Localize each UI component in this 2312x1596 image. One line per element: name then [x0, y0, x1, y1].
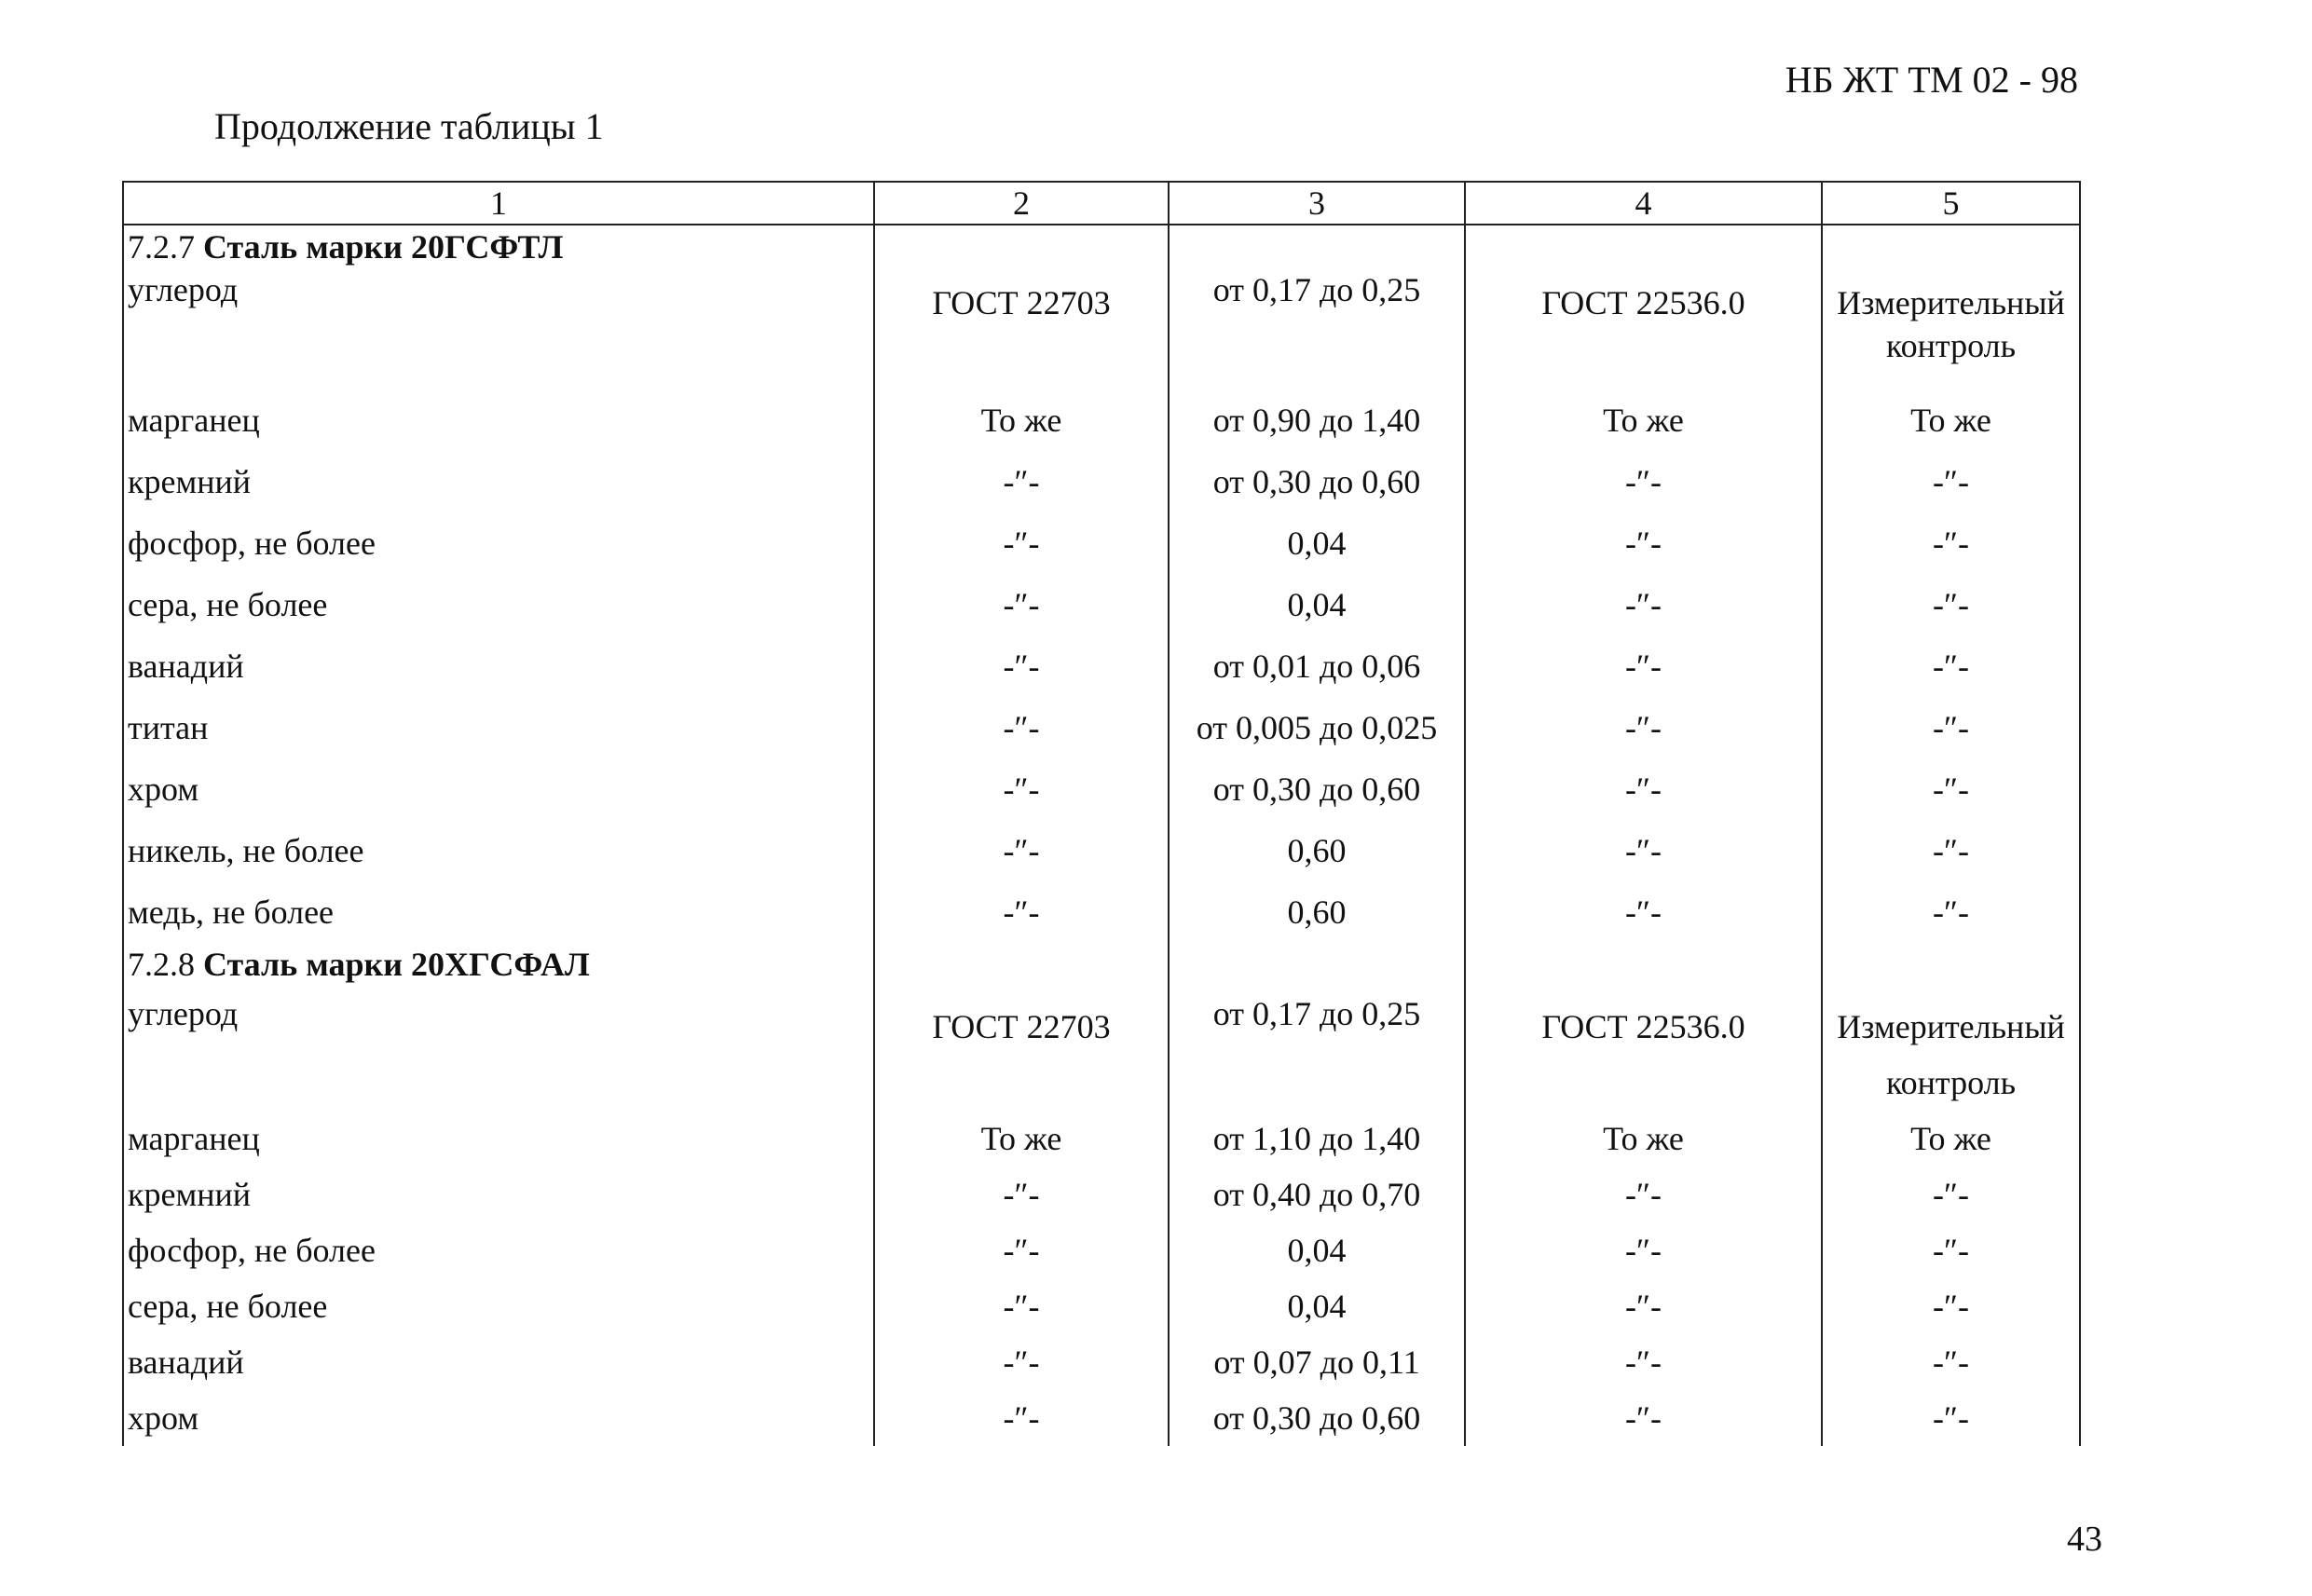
test-method-cell: -″- — [1465, 451, 1822, 512]
test-method-cell: -″- — [1465, 758, 1822, 820]
empty-cell — [1822, 943, 2080, 986]
test-method-cell: -″- — [1465, 512, 1822, 574]
mass-fraction-cell: от 0,30 до 0,60 — [1169, 451, 1465, 512]
table-row — [123, 1390, 2080, 1446]
element-name-cell: сера, не более — [123, 1278, 874, 1334]
element-name-cell: никель, не более — [123, 820, 874, 881]
table-row — [123, 881, 2080, 943]
control-type-cell: -″- — [1822, 574, 2080, 635]
element-name-cell: фосфор, не более — [123, 1222, 874, 1278]
sampling-standard-cell: -″- — [874, 758, 1169, 820]
control-type-cell: Измерительный контроль — [1822, 986, 2080, 1111]
empty-cell — [1465, 943, 1822, 986]
element-name-cell: титан — [123, 697, 874, 758]
test-method-cell: -″- — [1465, 635, 1822, 697]
sampling-standard-cell: -″- — [874, 1390, 1169, 1446]
test-method-cell: -″- — [1465, 881, 1822, 943]
element-name-cell: кремний — [123, 451, 874, 512]
column-header: 1 — [123, 182, 874, 225]
control-type-cell: -″- — [1822, 1334, 2080, 1390]
element-name-cell: медь, не более — [123, 881, 874, 943]
control-type-cell: -″- — [1822, 697, 2080, 758]
section-heading-row — [123, 225, 2080, 268]
element-name-cell: ванадий — [123, 1334, 874, 1390]
mass-fraction-cell: от 0,07 до 0,11 — [1169, 1334, 1465, 1390]
mass-fraction-cell: от 0,005 до 0,025 — [1169, 697, 1465, 758]
table-row — [123, 1334, 2080, 1390]
element-name-cell: кремний — [123, 1166, 874, 1222]
control-type-cell: -″- — [1822, 512, 2080, 574]
sampling-standard-cell: То же — [874, 389, 1169, 451]
sampling-standard-cell: ГОСТ 22703 — [874, 268, 1169, 389]
empty-cell — [1169, 943, 1465, 986]
element-name-cell: марганец — [123, 1111, 874, 1166]
sampling-standard-cell: -″- — [874, 574, 1169, 635]
control-type-cell: -″- — [1822, 635, 2080, 697]
mass-fraction-cell: 0,04 — [1169, 512, 1465, 574]
test-method-cell: ГОСТ 22536.0 — [1465, 268, 1822, 389]
table-row — [123, 1111, 2080, 1166]
column-header: 5 — [1822, 182, 2080, 225]
test-method-cell: -″- — [1465, 1334, 1822, 1390]
element-name-cell: марганец — [123, 389, 874, 451]
mass-fraction-cell: 0,60 — [1169, 820, 1465, 881]
section-number: 7.2.8 — [128, 946, 195, 983]
control-type-cell: -″- — [1822, 881, 2080, 943]
empty-cell — [1822, 225, 2080, 268]
column-header: 2 — [874, 182, 1169, 225]
sampling-standard-cell: -″- — [874, 1166, 1169, 1222]
test-method-cell: -″- — [1465, 1390, 1822, 1446]
table-row — [123, 986, 2080, 1111]
sampling-standard-cell: То же — [874, 1111, 1169, 1166]
test-method-cell: -″- — [1465, 1278, 1822, 1334]
column-header: 4 — [1465, 182, 1822, 225]
document-code: НБ ЖТ ТМ 02 - 98 — [1785, 59, 2078, 101]
column-number-row — [123, 182, 2080, 225]
mass-fraction-cell: 0,04 — [1169, 1222, 1465, 1278]
empty-cell — [1169, 225, 1465, 268]
section-heading — [123, 225, 874, 268]
control-type-cell: -″- — [1822, 1278, 2080, 1334]
control-type-cell: -″- — [1822, 758, 2080, 820]
sampling-standard-cell: -″- — [874, 881, 1169, 943]
control-type-cell: -″- — [1822, 451, 2080, 512]
column-header: 3 — [1169, 182, 1465, 225]
mass-fraction-cell: 0,60 — [1169, 881, 1465, 943]
test-method-cell: ГОСТ 22536.0 — [1465, 986, 1822, 1111]
table-continuation-caption: Продолжение таблицы 1 — [214, 105, 604, 147]
control-type-cell: -″- — [1822, 820, 2080, 881]
test-method-cell: -″- — [1465, 820, 1822, 881]
mass-fraction-cell: от 0,17 до 0,25 — [1169, 986, 1465, 1111]
table-row — [123, 451, 2080, 512]
test-method-cell: -″- — [1465, 1166, 1822, 1222]
sampling-standard-cell: -″- — [874, 1222, 1169, 1278]
specification-table — [122, 181, 2081, 1446]
control-type-cell: То же — [1822, 389, 2080, 451]
element-name-cell: сера, не более — [123, 574, 874, 635]
empty-cell — [874, 225, 1169, 268]
sampling-standard-cell: -″- — [874, 1278, 1169, 1334]
control-type-cell: -″- — [1822, 1390, 2080, 1446]
table-row — [123, 758, 2080, 820]
table-row — [123, 1278, 2080, 1334]
control-type-cell: Измерительный контроль — [1822, 268, 2080, 389]
test-method-cell: -″- — [1465, 697, 1822, 758]
control-type-cell: То же — [1822, 1111, 2080, 1166]
control-type-cell: -″- — [1822, 1222, 2080, 1278]
mass-fraction-cell: от 1,10 до 1,40 — [1169, 1111, 1465, 1166]
empty-cell — [874, 943, 1169, 986]
sampling-standard-cell: -″- — [874, 820, 1169, 881]
sampling-standard-cell: -″- — [874, 635, 1169, 697]
sampling-standard-cell: -″- — [874, 697, 1169, 758]
sampling-standard-cell: -″- — [874, 1334, 1169, 1390]
test-method-cell: -″- — [1465, 574, 1822, 635]
sampling-standard-cell: ГОСТ 22703 — [874, 986, 1169, 1111]
sampling-standard-cell: -″- — [874, 451, 1169, 512]
mass-fraction-cell: от 0,40 до 0,70 — [1169, 1166, 1465, 1222]
empty-cell — [1465, 225, 1822, 268]
section-title: Сталь марки 20ГСФТЛ — [203, 228, 564, 266]
table-row — [123, 1222, 2080, 1278]
mass-fraction-cell: от 0,01 до 0,06 — [1169, 635, 1465, 697]
element-name-cell: хром — [123, 758, 874, 820]
mass-fraction-cell: от 0,30 до 0,60 — [1169, 1390, 1465, 1446]
element-name-cell: фосфор, не более — [123, 512, 874, 574]
page-number: 43 — [2067, 1520, 2102, 1559]
table-row — [123, 1166, 2080, 1222]
section-heading — [123, 943, 874, 986]
table-row — [123, 574, 2080, 635]
element-name-cell: углерод — [123, 268, 874, 389]
test-method-cell: То же — [1465, 1111, 1822, 1166]
table-body — [123, 225, 2080, 1446]
section-heading-row — [123, 943, 2080, 986]
mass-fraction-cell: 0,04 — [1169, 574, 1465, 635]
mass-fraction-cell: от 0,30 до 0,60 — [1169, 758, 1465, 820]
section-title: Сталь марки 20ХГСФАЛ — [203, 946, 590, 983]
section-number: 7.2.7 — [128, 228, 195, 266]
table-row — [123, 635, 2080, 697]
sampling-standard-cell: -″- — [874, 512, 1169, 574]
test-method-cell: То же — [1465, 389, 1822, 451]
test-method-cell: -″- — [1465, 1222, 1822, 1278]
mass-fraction-cell: от 0,90 до 1,40 — [1169, 389, 1465, 451]
table-row — [123, 697, 2080, 758]
element-name-cell: хром — [123, 1390, 874, 1446]
table-row — [123, 820, 2080, 881]
table-row — [123, 389, 2080, 451]
mass-fraction-cell: от 0,17 до 0,25 — [1169, 268, 1465, 389]
mass-fraction-cell: 0,04 — [1169, 1278, 1465, 1334]
table-row — [123, 512, 2080, 574]
element-name-cell: углерод — [123, 986, 874, 1111]
table-row — [123, 268, 2080, 389]
control-type-cell: -″- — [1822, 1166, 2080, 1222]
element-name-cell: ванадий — [123, 635, 874, 697]
